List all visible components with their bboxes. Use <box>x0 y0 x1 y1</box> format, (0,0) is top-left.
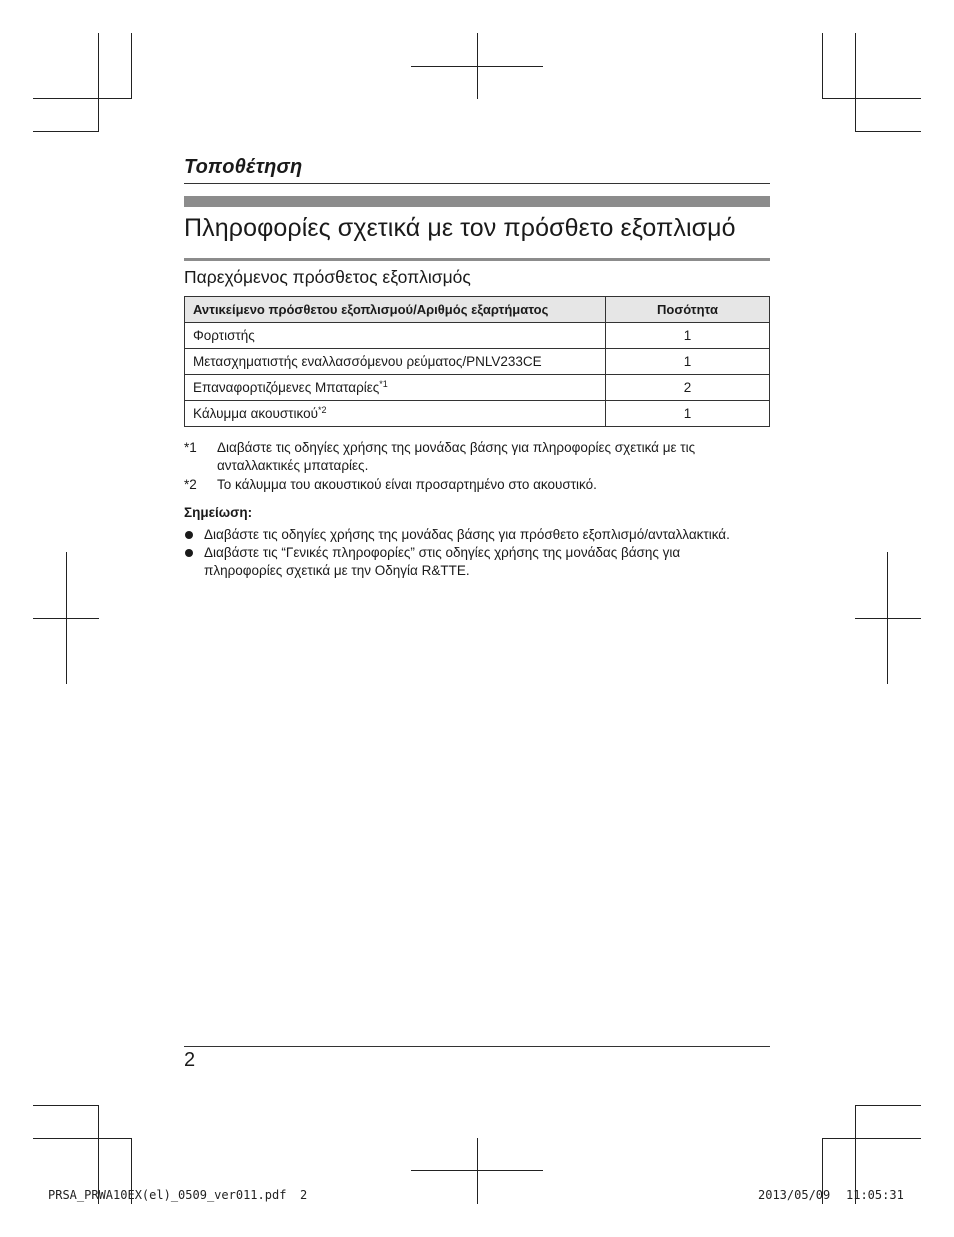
footnote-text: Το κάλυμμα του ακουστικού είναι προσαρτημένο στο ακουστικό. <box>217 477 597 492</box>
item-name: Φορτιστής <box>193 328 255 343</box>
table-row <box>185 401 770 427</box>
bullet-icon <box>185 531 193 539</box>
footnote <box>184 476 747 494</box>
column-header-quantity: Ποσότητα <box>606 297 770 323</box>
quantity-cell: 1 <box>606 323 770 349</box>
bullet-icon <box>185 549 193 557</box>
column-header-item: Αντικείμενο πρόσθετου εξοπλισμού/Αριθμός εξαρτήματος <box>185 297 606 323</box>
registration-mark <box>411 1170 543 1171</box>
footnote <box>184 439 747 475</box>
title-bar <box>184 196 770 207</box>
item-cell <box>185 323 606 349</box>
crop-mark <box>33 98 132 99</box>
footnote-mark: *1 <box>184 440 197 455</box>
footnote-ref: *2 <box>318 405 327 415</box>
footnote-text: Διαβάστε τις οδηγίες χρήσης της μονάδας βάσης για πληροφορίες σχετικά με τις ανταλλακτικές μπαταρίες. <box>217 440 696 473</box>
item-cell <box>185 375 606 401</box>
item-cell <box>185 349 606 375</box>
table-header-row <box>185 297 770 323</box>
list-item <box>184 544 744 580</box>
accessories-table <box>184 296 770 427</box>
crop-mark <box>33 131 99 132</box>
subheading: Παρεχόμενος πρόσθετος εξοπλισμός <box>184 267 471 287</box>
crop-mark <box>855 131 921 132</box>
list-item-text: Διαβάστε τις “Γενικές πληροφορίες” στις οδηγίες χρήσης της μονάδας βάσης για πληροφορίες σχετικά με την Οδηγία R&TTE. <box>204 545 681 578</box>
crop-mark <box>131 33 132 99</box>
crop-mark <box>33 1105 99 1106</box>
title-underline <box>184 258 770 261</box>
table-row <box>185 323 770 349</box>
crop-mark <box>98 33 99 132</box>
table-row <box>185 375 770 401</box>
item-cell <box>185 401 606 427</box>
quantity-cell: 1 <box>606 401 770 427</box>
slug-page: 2 <box>300 1188 308 1202</box>
crop-mark <box>822 98 921 99</box>
list-item <box>184 526 774 544</box>
crop-mark <box>822 1138 921 1139</box>
list-item-text: Διαβάστε τις οδηγίες χρήσης της μονάδας βάσης για πρόσθετο εξοπλισμό/ανταλλακτικά. <box>204 527 730 542</box>
section-title: Τοποθέτηση <box>184 156 303 178</box>
item-name: Κάλυμμα ακουστικού <box>193 406 318 421</box>
registration-mark <box>33 618 99 619</box>
item-name: Μετασχηματιστής εναλλασσόμενου ρεύματος/PNLV233CE <box>193 354 542 369</box>
crop-mark <box>855 1105 921 1106</box>
section-divider <box>184 183 770 184</box>
quantity-cell: 1 <box>606 349 770 375</box>
crop-mark <box>822 33 823 99</box>
footnote-ref: *1 <box>379 379 388 389</box>
slug-time: 11:05:31 <box>846 1188 904 1202</box>
slug-filename: PRSA_PRWA10EX(el)_0509_ver011.pdf <box>48 1188 287 1202</box>
page-number: 2 <box>184 1049 196 1071</box>
note-label: Σημείωση: <box>184 505 253 520</box>
crop-mark <box>855 33 856 132</box>
crop-mark <box>33 1138 132 1139</box>
registration-mark <box>855 618 921 619</box>
registration-mark <box>477 1138 478 1204</box>
footer-divider <box>184 1046 770 1047</box>
footnote-mark: *2 <box>184 477 197 492</box>
quantity-cell: 2 <box>606 375 770 401</box>
registration-mark <box>411 66 543 67</box>
table-row <box>185 349 770 375</box>
note-list <box>184 526 774 580</box>
item-name: Επαναφορτιζόμενες Μπαταρίες <box>193 380 380 395</box>
page-title: Πληροφορίες σχετικά με τον πρόσθετο εξοπλισμό <box>184 214 736 242</box>
slug-date: 2013/05/09 <box>758 1188 831 1202</box>
